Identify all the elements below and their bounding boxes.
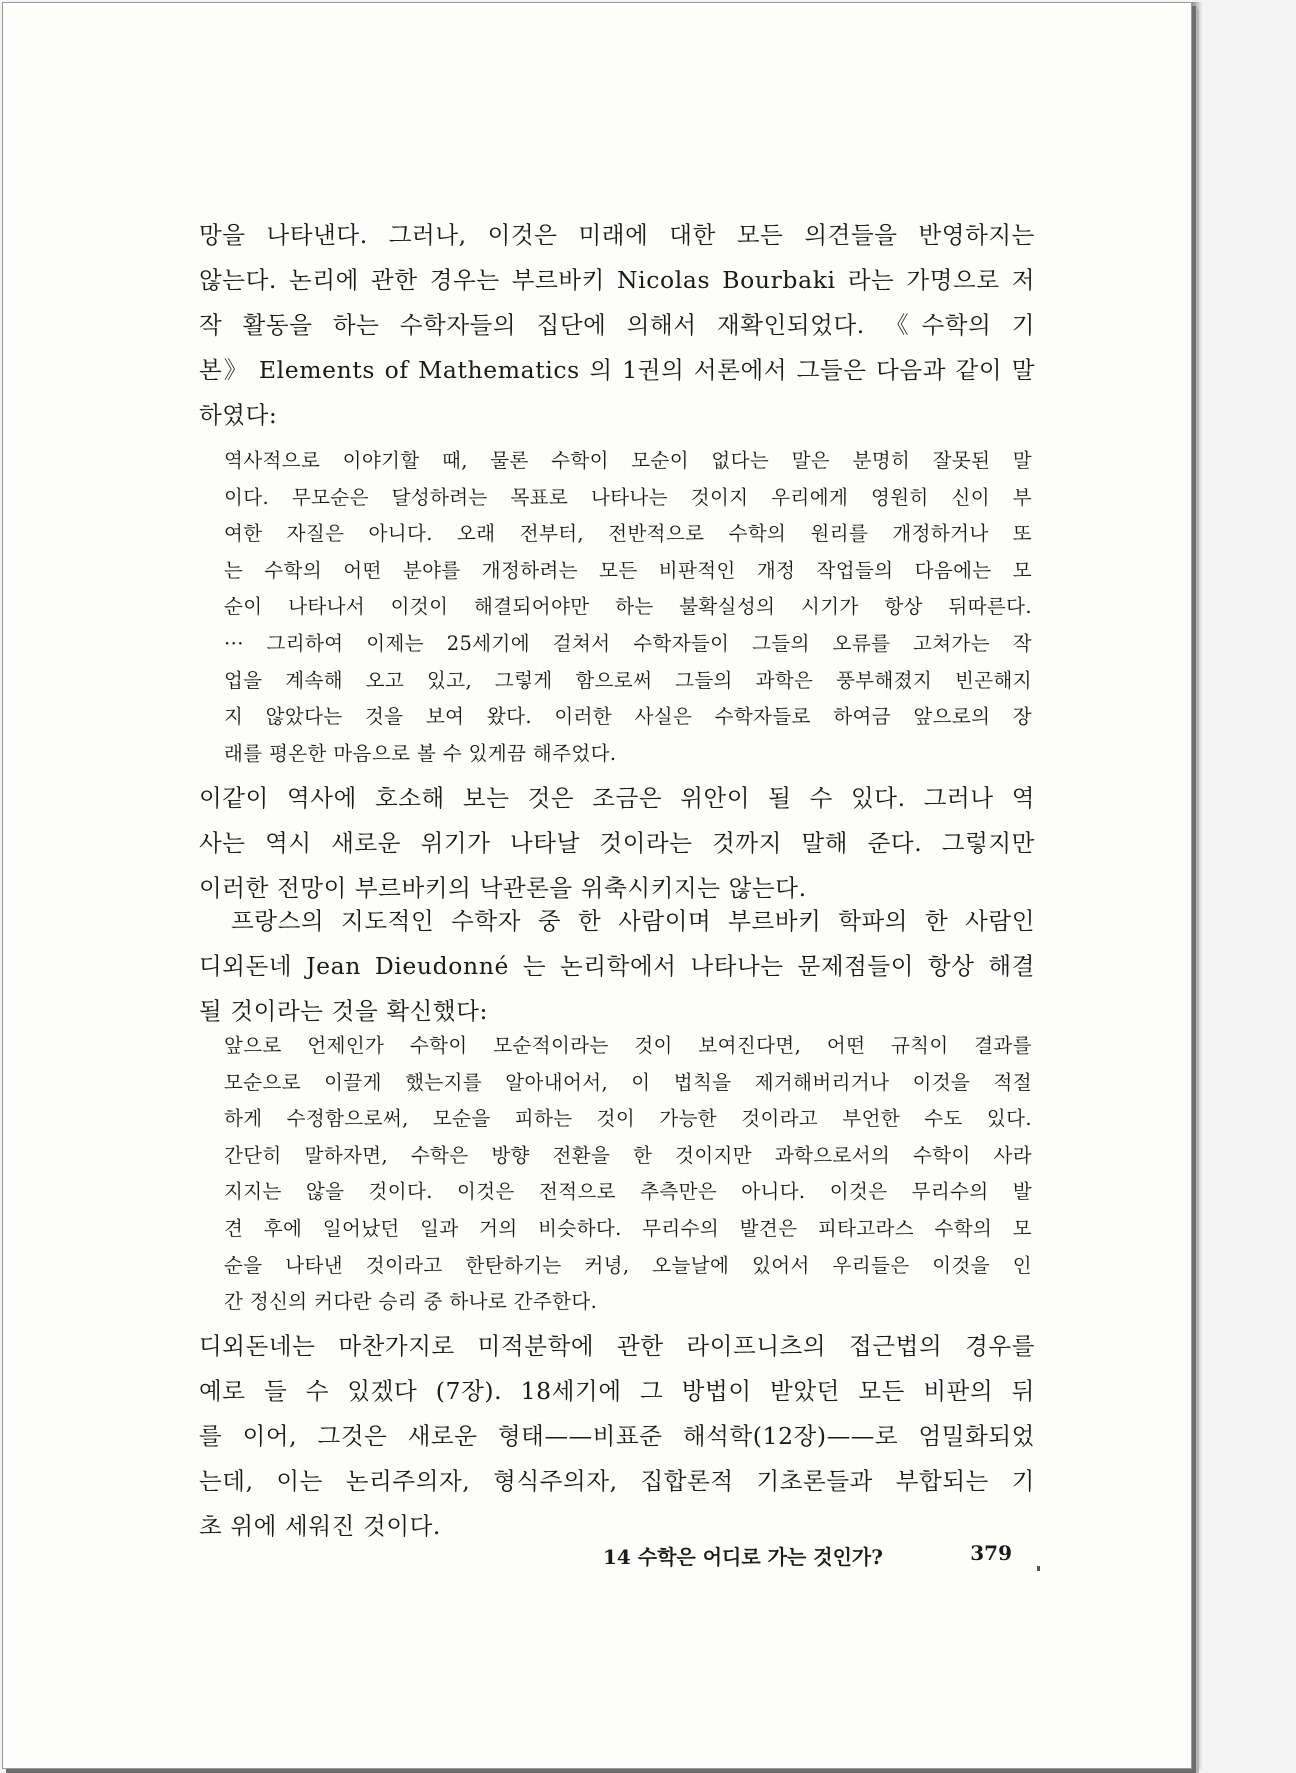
page-number: 379 bbox=[970, 1541, 1012, 1565]
text-line: 이같이 역사에 호소해 보는 것은 조금은 위안이 될 수 있다. 그러나 역 bbox=[199, 784, 1035, 812]
quote-line: 지 않았다는 것을 보여 왔다. 이러한 사실은 수학자들로 하여금 앞으로의 장 bbox=[224, 705, 1032, 729]
text-line: 를 이어, 그것은 새로운 형태——비표준 해석학(12장)——로 엄밀화되었 bbox=[199, 1422, 1035, 1450]
quote-line: 는 수학의 어떤 분야를 개정하려는 모든 비판적인 개정 작업들의 다음에는 모 bbox=[224, 558, 1032, 582]
quote-line: 모순으로 이끌게 했는지를 알아내어서, 이 법칙을 제거해버리거나 이것을 적절 bbox=[224, 1070, 1032, 1094]
paragraph-2 bbox=[199, 776, 1035, 911]
quote-line: 래를 평온한 마음으로 볼 수 있게끔 해주었다. bbox=[224, 741, 617, 765]
paragraph-4 bbox=[199, 1324, 1035, 1549]
running-footer bbox=[603, 1541, 1012, 1570]
text-line: 이러한 전망이 부르바키의 낙관론을 위축시키지는 않는다. bbox=[199, 874, 807, 902]
page-edge-shadow bbox=[1192, 2, 1202, 1769]
quote-line: 여한 자질은 아니다. 오래 전부터, 전반적으로 수학의 원리를 개정하거나 또 bbox=[224, 522, 1032, 546]
chapter-title: 14 수학은 어디로 가는 것인가? bbox=[603, 1545, 883, 1569]
text-line: 초 위에 세워진 것이다. bbox=[199, 1512, 441, 1540]
text-line: 망을 나타낸다. 그러나, 이것은 미래에 대한 모든 의견들을 반영하지는 bbox=[199, 221, 1035, 249]
paragraph-1 bbox=[199, 213, 1035, 438]
quote-line: 앞으로 언제인가 수학이 모순적이라는 것이 보여진다면, 어떤 규칙이 결과를 bbox=[224, 1034, 1032, 1057]
block-quote-2 bbox=[224, 1028, 1032, 1321]
text-line: 예로 들 수 있겠다 (7장). 18세기에 그 방법이 받았던 모든 비판의 뒤 bbox=[199, 1377, 1035, 1405]
text-line: 프랑스의 지도적인 수학자 중 한 사람이며 부르바키 학파의 한 사람인 bbox=[231, 907, 1035, 935]
text-line: 하였다: bbox=[199, 401, 278, 429]
paragraph-3 bbox=[199, 899, 1035, 1034]
quote-line: 견 후에 일어났던 일과 거의 비슷하다. 무리수의 발견은 피타고라스 수학의 모 bbox=[224, 1216, 1032, 1240]
text-line: 본》 Elements of Mathematics 의 1권의 서론에서 그들은 다음과 같이 말 bbox=[199, 356, 1035, 384]
quote-line: 지지는 않을 것이다. 이것은 전적으로 추측만은 아니다. 이것은 무리수의 발 bbox=[224, 1180, 1032, 1204]
quote-line: 역사적으로 이야기할 때, 물론 수학이 모순이 없다는 말은 분명히 잘못된 말 bbox=[224, 449, 1032, 472]
quote-line: 업을 계속해 오고 있고, 그렇게 함으로써 그들의 과학은 풍부해졌지 빈곤해지 bbox=[224, 668, 1032, 692]
quote-line: 순이 나타나서 이것이 해결되어야만 하는 불확실성의 시기가 항상 뒤따른다. bbox=[224, 595, 1032, 619]
book-page bbox=[2, 2, 1192, 1769]
text-line: 될 것이라는 것을 확신했다: bbox=[199, 997, 489, 1025]
quote-line: 순을 나타낸 것이라고 한탄하기는 커녕, 오늘날에 있어서 우리들은 이것을 인 bbox=[224, 1253, 1032, 1277]
text-line: 디외돈네는 마찬가지로 미적분학에 관한 라이프니츠의 접근법의 경우를 bbox=[199, 1332, 1035, 1360]
scan-speck bbox=[1037, 1566, 1040, 1571]
block-quote-1 bbox=[224, 443, 1032, 772]
text-line: 작 활동을 하는 수학자들의 집단에 의해서 재확인되었다. 《수학의 기 bbox=[199, 311, 1035, 339]
text-line: 않는다. 논리에 관한 경우는 부르바키 Nicolas Bourbaki 라는 가명으로 저 bbox=[199, 266, 1035, 294]
quote-line: 간 정신의 커다란 승리 중 하나로 간주한다. bbox=[224, 1290, 598, 1314]
text-line: 사는 역시 새로운 위기가 나타날 것이라는 것까지 말해 준다. 그렇지만 bbox=[199, 829, 1035, 857]
quote-line: ··· 그리하여 이제는 25세기에 걸쳐서 수학자들이 그들의 오류를 고쳐가는 작 bbox=[224, 631, 1032, 655]
text-line: 는데, 이는 논리주의자, 형식주의자, 집합론적 기초론들과 부합되는 기 bbox=[199, 1467, 1035, 1495]
quote-line: 하게 수정함으로써, 모순을 피하는 것이 가능한 것이라고 부언한 수도 있다. bbox=[224, 1107, 1032, 1131]
quote-line: 간단히 말하자면, 수학은 방향 전환을 한 것이지만 과학으로서의 수학이 사라 bbox=[224, 1143, 1032, 1167]
quote-line: 이다. 무모순은 달성하려는 목표로 나타나는 것이지 우리에게 영원히 신이 부 bbox=[224, 485, 1032, 509]
text-line: 디외돈네 Jean Dieudonné 는 논리학에서 나타나는 문제점들이 항상 해결 bbox=[199, 952, 1035, 980]
